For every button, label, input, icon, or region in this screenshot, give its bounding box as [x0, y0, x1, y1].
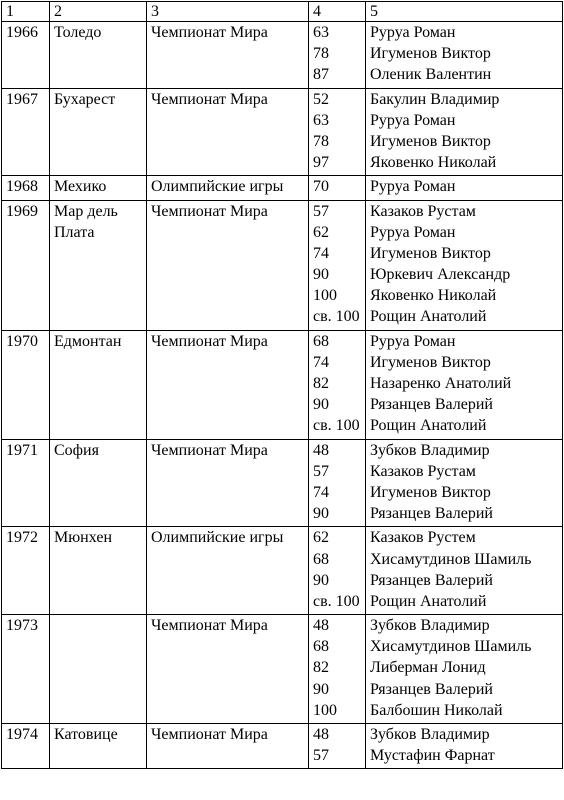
- weight-class-cell: [309, 88, 366, 176]
- table-row: [2, 200, 563, 330]
- event-cell: Чемпионат Мира: [147, 615, 309, 724]
- city-cell: Мар дель Плата: [50, 200, 147, 330]
- weight-class: 74: [313, 353, 329, 371]
- event-cell: Чемпионат Мира: [147, 88, 309, 176]
- athlete-name: Мустафин Фарнат: [370, 747, 495, 765]
- weight-class: 52: [313, 90, 329, 108]
- athlete-name: Зубков Владимир: [370, 726, 490, 744]
- city-cell: Едмонтан: [50, 330, 147, 439]
- city-cell: Катовице: [50, 724, 147, 769]
- header-row: [2, 2, 563, 22]
- weight-class: 68: [313, 332, 329, 350]
- table-row: [2, 176, 563, 200]
- athlete-name: Руруа Роман: [370, 223, 456, 241]
- weight-class: 82: [313, 659, 329, 677]
- weight-class-cell: [309, 439, 366, 527]
- athlete-name: Рязанцев Валерий: [370, 396, 493, 414]
- year-cell: 1969: [2, 200, 50, 330]
- weight-class: 100: [313, 287, 337, 305]
- athlete-name: Хисамутдинов Шамиль: [370, 638, 532, 656]
- weight-class: св. 100: [313, 417, 360, 435]
- athlete-name: Яковенко Николай: [370, 154, 497, 172]
- weight-class: 62: [313, 223, 329, 241]
- year-cell: 1967: [2, 88, 50, 176]
- athletes-cell: [366, 527, 563, 615]
- athlete-name: Бакулин Владимир: [370, 90, 500, 108]
- table-row: [2, 527, 563, 615]
- athlete-name: Яковенко Николай: [370, 287, 497, 305]
- city-cell: София: [50, 439, 147, 527]
- athletes-cell: [366, 88, 563, 176]
- athlete-name: Хисамутдинов Шамиль: [370, 550, 532, 568]
- table-row: [2, 88, 563, 176]
- weight-class: 90: [313, 571, 329, 589]
- athletes-cell: [366, 22, 563, 89]
- weight-class: 57: [313, 747, 329, 765]
- weight-class: 68: [313, 638, 329, 656]
- weight-class: 97: [313, 154, 329, 172]
- header-cell: 1: [2, 2, 50, 22]
- event-cell: Олимпийские игры: [147, 176, 309, 200]
- results-table: [1, 1, 563, 769]
- year-cell: 1970: [2, 330, 50, 439]
- weight-class: св. 100: [313, 592, 360, 610]
- athletes-cell: [366, 176, 563, 200]
- weight-class: 74: [313, 483, 329, 501]
- weight-class: 100: [313, 701, 337, 719]
- athlete-name: Зубков Владимир: [370, 617, 490, 635]
- year-cell: 1974: [2, 724, 50, 769]
- athlete-name: Руруа Роман: [370, 178, 456, 196]
- athlete-name: Игуменов Виктор: [370, 353, 491, 371]
- weight-class-cell: [309, 615, 366, 724]
- weight-class: 57: [313, 202, 329, 220]
- athlete-name: Рощин Анатолий: [370, 308, 487, 326]
- athlete-name: Зубков Владимир: [370, 441, 490, 459]
- athlete-name: Оленик Валентин: [370, 66, 492, 84]
- athlete-name: Руруа Роман: [370, 111, 456, 129]
- year-cell: 1966: [2, 22, 50, 89]
- table-row: [2, 439, 563, 527]
- weight-class: 63: [313, 111, 329, 129]
- city-cell: Толедо: [50, 22, 147, 89]
- athletes-cell: [366, 330, 563, 439]
- weight-class: 90: [313, 396, 329, 414]
- athlete-name: Рязанцев Валерий: [370, 680, 493, 698]
- city-cell: Мюнхен: [50, 527, 147, 615]
- athletes-cell: [366, 439, 563, 527]
- athlete-name: Руруа Роман: [370, 24, 456, 41]
- athlete-name: Руруа Роман: [370, 332, 456, 350]
- event-cell: Чемпионат Мира: [147, 22, 309, 89]
- athletes-cell: [366, 200, 563, 330]
- header-cell: 5: [366, 2, 563, 22]
- event-cell: Олимпийские игры: [147, 527, 309, 615]
- athlete-name: Игуменов Виктор: [370, 45, 491, 63]
- athlete-name: Рощин Анатолий: [370, 592, 487, 610]
- athlete-name: Юркевич Александр: [370, 266, 511, 284]
- city-cell: [50, 615, 147, 724]
- header-cell: 4: [309, 2, 366, 22]
- weight-class: 78: [313, 132, 329, 150]
- weight-class: 48: [313, 726, 329, 744]
- year-cell: 1968: [2, 176, 50, 200]
- year-cell: 1973: [2, 615, 50, 724]
- weight-class: 90: [313, 680, 329, 698]
- city-cell: Бухарест: [50, 88, 147, 176]
- athlete-name: Казаков Рустам: [370, 202, 476, 220]
- athlete-name: Рязанцев Валерий: [370, 505, 493, 523]
- header-cell: 3: [147, 2, 309, 22]
- athlete-name: Игуменов Виктор: [370, 483, 491, 501]
- athlete-name: Казаков Рустам: [370, 462, 476, 480]
- weight-class: 70: [313, 178, 329, 196]
- year-cell: 1972: [2, 527, 50, 615]
- event-cell: Чемпионат Мира: [147, 724, 309, 769]
- weight-class-cell: [309, 200, 366, 330]
- athlete-name: Назаренко Анатолий: [370, 375, 512, 393]
- city-cell: Мехико: [50, 176, 147, 200]
- weight-class: 74: [313, 244, 329, 262]
- athletes-cell: [366, 615, 563, 724]
- table-row: [2, 724, 563, 769]
- weight-class: 87: [313, 66, 329, 84]
- weight-class-cell: [309, 330, 366, 439]
- weight-class: 90: [313, 505, 329, 523]
- weight-class: 57: [313, 462, 329, 480]
- weight-class: 82: [313, 375, 329, 393]
- weight-class: 90: [313, 266, 329, 284]
- weight-class: св. 100: [313, 308, 360, 326]
- athlete-name: Балбошин Николай: [370, 701, 503, 719]
- athlete-name: Рязанцев Валерий: [370, 571, 493, 589]
- header-cell: 2: [50, 2, 147, 22]
- athletes-cell: [366, 724, 563, 769]
- weight-class: 68: [313, 550, 329, 568]
- weight-class: 63: [313, 24, 329, 41]
- weight-class: 48: [313, 441, 329, 459]
- event-cell: Чемпионат Мира: [147, 200, 309, 330]
- event-cell: Чемпионат Мира: [147, 330, 309, 439]
- year-cell: 1971: [2, 439, 50, 527]
- table-row: [2, 22, 563, 89]
- table-row: [2, 615, 563, 724]
- athlete-name: Игуменов Виктор: [370, 244, 491, 262]
- weight-class-cell: [309, 724, 366, 769]
- athlete-name: Казаков Рустем: [370, 529, 476, 547]
- event-cell: Чемпионат Мира: [147, 439, 309, 527]
- weight-class: 62: [313, 529, 329, 547]
- athlete-name: Рощин Анатолий: [370, 417, 487, 435]
- table-row: [2, 330, 563, 439]
- weight-class: 78: [313, 45, 329, 63]
- weight-class: 48: [313, 617, 329, 635]
- weight-class-cell: [309, 176, 366, 200]
- athlete-name: Либерман Лонид: [370, 659, 486, 677]
- athlete-name: Игуменов Виктор: [370, 132, 491, 150]
- weight-class-cell: [309, 22, 366, 89]
- weight-class-cell: [309, 527, 366, 615]
